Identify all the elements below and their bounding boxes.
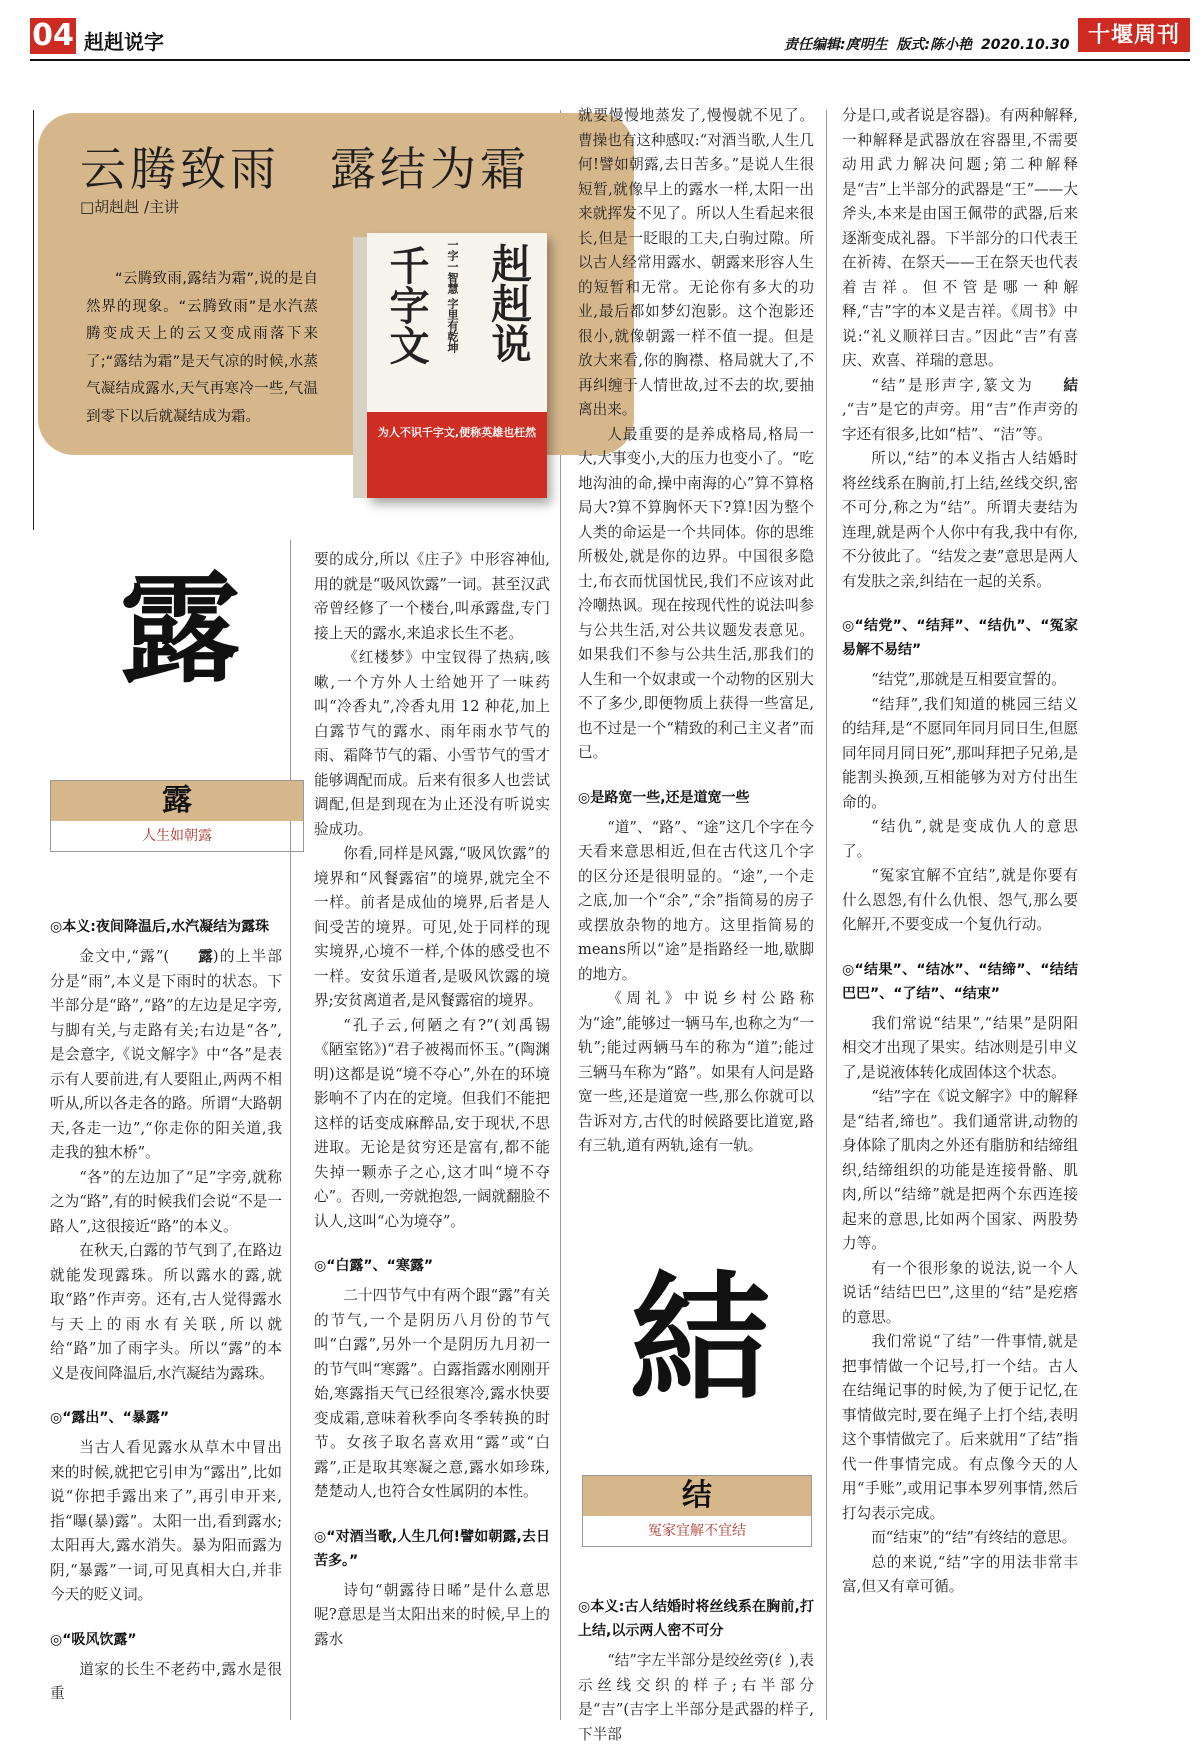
title-side-rule (33, 110, 34, 530)
lu-heading: 露 (51, 781, 303, 821)
paragraph: 有一个很形象的说法,说一个人说话“结结巴巴”,这里的“结”是疙瘩的意思。 (842, 1259, 1078, 1326)
paragraph: 在秋天,白露的节气到了,在路边就能发现露珠。所以露水的露,就取“路”作声旁。还有,古人觉得露水与天上的雨水有关联,所以就给“路”加了雨字头。所以“露”的本义是夜间降温后,水汽凝结为露珠。 (50, 1242, 282, 1382)
column-divider (826, 110, 827, 1720)
lu-subheading: 人生如朝露 (142, 828, 212, 844)
heading-benyi-jie: ◎本义:古人结婚时将丝线系在胸前,打上结,以示两人密不可分 (578, 1599, 814, 1639)
heading-jiedang: ◎“结党”、“结拜”、“结仇”、“冤家易解不易结” (842, 618, 1078, 658)
jie-inline-glyph: 結 (1063, 376, 1078, 394)
paragraph: 诗句“朝露待日晞”是什么意思呢?意思是当太阳出来的时候,早上的露水 (314, 1581, 550, 1648)
paragraph: 人最重要的是养成格局,格局一大,大事变小,大的压力也变小了。“吃地沟油的命,操中南海的心”算不算格局大?算不算胸怀天下?算!因为整个人类的命运是一个共同体。你的思维所极处,就是你的边界。中国很多隐士,布衣而忧国忧民,我们不应该对此冷嘲热讽。现在按现代性的说法叫参与公共生活,对公共议题发表意见。如果我们不参与公共生活,那我们的人生和一个奴隶或一个动物的区别大不了多少,即便物质上获得一些富足,也不过是一个“精致的利己主义者”而已。 (578, 425, 814, 761)
paragraph: 《周礼》中说乡村公路称为“途”,能够过一辆马车,也称之为“一轨”;能过两辆马车的称为“道”;能过三辆马车称为“路”。如果有人问是路宽一些,还是道宽一些,那么你就可以告诉对方,古代的时候路要比道宽,路有三轨,道有两轨,途有一轨。 (578, 990, 814, 1154)
column-4 (842, 104, 1078, 1600)
book-red-band (367, 412, 547, 498)
paragraph: “结党”,那就是互相要宣誓的。 (871, 671, 1066, 688)
jie-seal-glyph: 結 (629, 1258, 770, 1422)
article-lead: “云腾致雨,露结为霜”,说的是自然界的现象。“云腾致雨”是水汽蒸腾变成天上的云又变成雨落下来了;“露结为霜”是天气凉的时候,水蒸气凝结成露水,天气再寒冷一些,气温到零下以后就凝结成为霜。 (86, 271, 318, 425)
paragraph: “孔子云,何陋之有?”(刘禹锡《陋室铭》)“君子被褐而怀玉。”(陶渊明)这都是说“境不夺心”,外在的环境影响不了内在的定境。但我们不能把这样的话变成麻醉品,安于现状,不思进取。无论是贫穷还是富有,都不能失掉一颗赤子之心,这才叫“境不夺心”。否则,一旁就抱怨,一阔就翻脸不认人,这叫“心为境夺”。 (314, 1016, 550, 1230)
paragraph: 分是口,或者说是容器)。有两种解释,一种解释是武器放在容器里,不需要动用武力解决问题;第二种解释是“吉”上半部分的武器是“王”——大斧头,本来是由国王佩带的武器,后来逐渐变成礼器。下半部分的口代表王在祈祷、在祭天——王在祭天也代表着吉祥。但不管是哪一种解释,“吉”字的本义是吉祥。《周书》中说:“礼义顺祥曰吉。”因此“吉”有喜庆、欢喜、祥瑞的意思。 (842, 107, 1078, 369)
column-1 (50, 915, 282, 1707)
paragraph: “道”、“路”、“途”这几个字在今天看来意思相近,但在古代这几个字的区分还是很明显的。“途”,一个走之底,加一个“余”,“余”指简易的房子或摆放杂物的地方。这里指简易的means所以“途”是指路经一地,歇脚的地方。 (578, 818, 814, 983)
column-3-bottom (578, 1595, 814, 1747)
text: ,“吉”是它的声旁。用“吉”作声旁的字还有很多,比如“桔”、“洁”等。 (842, 401, 1078, 443)
heading-lukuan: ◎是路宽一些,还是道宽一些 (578, 789, 750, 806)
book-title-a: 赳赳说 (485, 243, 532, 363)
paragraph: 我们常说“了结”一件事情,就是把事情做一个记号,打一个结。古人在结绳记事的时候,为了便于记忆,在事情做完时,要在绳子上打个结,表明这个事情做完了。后来就用“了结”指代一件事情完成。有点像今天的人用“手账”,或用记事本罗列事情,然后打勾表示完成。 (842, 1333, 1078, 1522)
paragraph: 《红楼梦》中宝钗得了热病,咳嗽,一个方外人士给她开了一味药叫“冷香丸”,冷香丸用 12 种花,加上白露节气的露水、雨年雨水节气的雨、霜降节气的霜、小雪节气的雪才能够调配而成。后来有很多人也尝试调配,但是到现在为止还没有听说实验成功。 (314, 649, 550, 838)
book-slogan: 为人不识千字文,便称英雄也枉然 (377, 426, 537, 439)
paragraph: 你看,同样是风露,“吸风饮露”的境界和“风餐露宿”的境界,就完全不一样。前者是成仙的境界,后者是人间受苦的境界。可见,处于同样的现实境界,心境不一样,个体的感受也不一样。安贫乐道者,是吸风饮露的境界;安贫离道者,是风餐露宿的境界。 (314, 845, 550, 1009)
paragraph: “冤家宜解不宜结”,就是你要有什么恩怨,有什么仇恨、怨气,那么要化解开,不要变成一个复仇行动。 (842, 867, 1078, 933)
text: “结”是形声字,篆文为 (871, 376, 1035, 394)
paragraph: 总的来说,“结”字的用法非常丰富,但又有章可循。 (842, 1553, 1078, 1595)
paragraph: “结仇”,就是变成仇人的意思了。 (842, 818, 1078, 860)
column-2 (314, 548, 550, 1652)
heading-duijiu: ◎“对酒当歌,人生几何!譬如朝露,去日苦多。” (314, 1528, 550, 1569)
article-author: □胡赳赳 /主讲 (80, 198, 179, 216)
book-cover-image (367, 233, 547, 498)
paragraph: 我们常说“结果”,“结果”是阴阳相交才出现了果实。结冰则是引申义了,是说液体转化成固体这个状态。 (842, 1014, 1078, 1081)
lu-seal-glyph: 露 (120, 559, 240, 700)
paragraph: 要的成分,所以《庄子》中形容神仙,用的就是“吸风饮露”一词。甚至汉武帝曾经修了一个楼台,叫承露盘,专门接上天的露水,来追求长生不老。 (314, 551, 550, 642)
paragraph: “结拜”,我们知道的桃园三结义的结拜,是“不愿同年同月同日生,但愿同年同月同日死”,那叫拜把子兄弟,是能割头换颈,互相能够为对方付出生命的。 (842, 695, 1078, 811)
layout-editor: 版式:陈小艳 (896, 37, 973, 53)
masthead-logo: 十堰周刊 (1078, 18, 1190, 52)
paragraph (50, 945, 282, 1166)
page-number: 04 (30, 18, 76, 54)
paragraph: 就要慢慢地蒸发了,慢慢就不见了。曹操也有这种感叹:“对酒当歌,人生几何!譬如朝露,去日苦多。”是说人生很短暂,就像早上的露水一样,太阳一出来就挥发不见了。所以人生看起来很长,但是一眨眼的工夫,白驹过隙。所以古人经常用露水、朝露来形容人生的短暂和无常。无论你有多大的功业,最后都如梦幻泡影。这个泡影还很小,就像朝露一样不值一提。但是放大来看,你的胸襟、格局就大了,不再纠缠于人情世故,过不去的坎,要抽离出来。 (578, 107, 814, 418)
text: )的上半部分是“雨”,本义是下雨时的状态。下半部分是“路”,“路”的左边是足字旁,与脚有关,与走路有关;右边是“各”,是会意字,《说文解字》中“各”是表示有人要前进,有人要阻止,两两不相听从,所以各走各的路。所谓“大路朝天,各走一边”,“你走你的阳关道,我走我的独木桥”。 (50, 948, 282, 1161)
column-divider (290, 540, 291, 1720)
column-3 (578, 104, 814, 1159)
paragraph: “结”字左半部分是绞丝旁(纟),表示丝线交织的样子;右半部分是“吉”(吉字上半部分是武器的样子,下半部 (578, 1652, 814, 1743)
text: 金文中,“露”( (79, 948, 170, 965)
header-rule (30, 59, 1190, 61)
paragraph: 当古人看见露水从草木中冒出来的时候,就把它引申为“露出”,比如说“你把手露出来了”,再引申开来,指“曝(暴)露”。太阳一出,看到露水;太阳再大,露水消失。暴为阳而露为阴,“暴露”一词,可见真相大白,并非今天的贬义词。 (50, 1439, 282, 1603)
paragraph: 道家的长生不老药中,露水是很重 (50, 1660, 282, 1702)
editor: 责任编辑:庹明生 (784, 37, 888, 53)
article-title: 云腾致雨 露结为霜 (80, 142, 530, 196)
lu-heading-box (50, 780, 304, 852)
book-spine (353, 237, 367, 498)
paragraph: 所以,“结”的本义指古人结婚时将丝线系在胸前,打上结,丝线交织,密不可分,称之为“结”。所谓夫妻结为连理,就是两个人你中有我,我中有你,不分彼此了。“结发之妻”意思是两人有发肤之亲,纠结在一起的关系。 (842, 450, 1078, 590)
paragraph: 二十四节气中有两个跟“露”有关的节气,一个是阴历八月份的节气叫“白露”,另外一个是阴历九月初一的节气叫“寒露”。白露指露水刚刚开始,寒露指天气已经很寒冷,露水快要变成霜,意味着秋季向冬季转换的时节。女孩子取名喜欢用“露”或“白露”,正是取其寒凝之意,露水如珍珠,楚楚动人,也符合女性属阴的本性。 (314, 1287, 550, 1500)
paragraph: “各”的左边加了“足”字旁,就称之为“路”,有的时候我们会说“不是一路人”,这很接近“路”的本义。 (50, 1168, 282, 1235)
book-title-b: 千字文 (383, 245, 430, 365)
section-name: 赳赳说字 (84, 30, 164, 54)
page-header (0, 0, 1200, 60)
paragraph: 而“结束”的“结”有终结的意思。 (871, 1529, 1077, 1546)
jie-heading-box (582, 1475, 812, 1547)
book-subtitle: 一字一智慧 字里有乾坤 (446, 239, 459, 353)
jie-subheading: 冤家宜解不宜结 (648, 1523, 746, 1539)
heading-benyi: ◎本义:夜间降温后,水汽凝结为露珠 (50, 919, 270, 935)
issue-date: 2020.10.30 (980, 37, 1070, 53)
heading-luchu: ◎“露出”、“暴露” (50, 1410, 170, 1426)
editor-credits (784, 34, 1074, 54)
lu-inline-glyph: 露 (198, 948, 213, 965)
heading-jieguo: ◎“结果”、“结冰”、“结缔”、“结结巴巴”、“了结”、“结束” (842, 961, 1078, 1002)
jie-heading: 结 (583, 1476, 811, 1516)
paragraph (842, 374, 1078, 448)
heading-bailu: ◎“白露”、“寒露” (314, 1258, 434, 1274)
paragraph: “结”字在《说文解字》中的解释是“结者,缔也”。我们通常讲,动物的身体除了肌肉之外还有脂肪和结缔组织,结缔组织的功能是连接骨骼、肌肉,所以“结缔”就是把两个东西连接起来的意思,比如两个国家、两股势力等。 (842, 1088, 1078, 1252)
heading-xifeng: ◎“吸风饮露” (50, 1631, 137, 1648)
